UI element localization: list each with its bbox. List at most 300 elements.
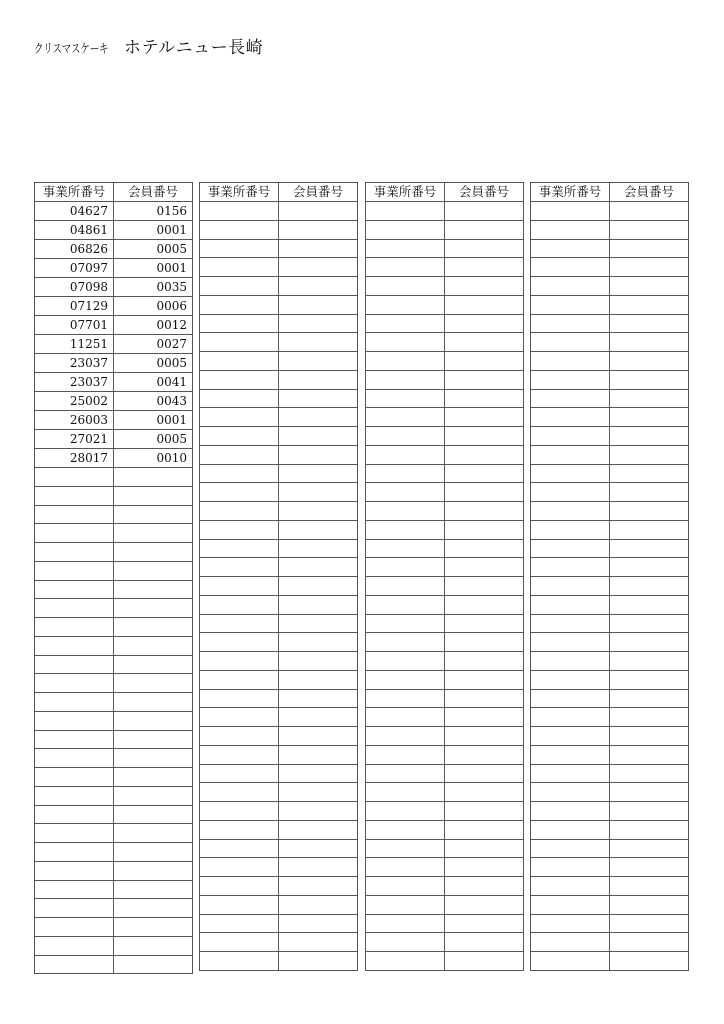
office-number-cell: 07098	[35, 278, 114, 297]
table-row	[366, 220, 524, 239]
member-number-cell	[610, 745, 689, 764]
office-number-cell	[200, 258, 279, 277]
office-number-cell	[531, 633, 610, 652]
member-number-cell	[279, 783, 358, 802]
office-number-cell	[35, 749, 114, 768]
office-number-cell	[200, 314, 279, 333]
table-row	[366, 727, 524, 746]
table-row	[35, 335, 193, 354]
table-row	[200, 858, 358, 877]
member-number-cell	[114, 786, 193, 805]
member-number-cell	[610, 202, 689, 221]
member-number-cell: 0001	[114, 411, 193, 430]
office-number-cell	[200, 952, 279, 971]
office-number-cell	[200, 445, 279, 464]
office-number-cell	[531, 895, 610, 914]
table-row	[531, 914, 689, 933]
office-number-cell	[366, 802, 445, 821]
table-row	[35, 693, 193, 712]
office-number-cell	[200, 239, 279, 258]
member-number-cell	[114, 468, 193, 487]
member-number-cell	[445, 820, 524, 839]
table-row	[200, 577, 358, 596]
member-number-cell	[279, 314, 358, 333]
office-number-cell: 23037	[35, 354, 114, 373]
member-number-cell	[279, 708, 358, 727]
office-number-cell	[531, 314, 610, 333]
member-number-cell	[279, 408, 358, 427]
member-number-cell	[445, 670, 524, 689]
table-row	[35, 880, 193, 899]
table-row	[35, 936, 193, 955]
title-subtitle: クリスマスケーキ	[34, 42, 109, 57]
header-office-number: 事業所番号	[531, 183, 610, 202]
office-number-cell	[35, 955, 114, 974]
member-number-cell	[445, 352, 524, 371]
member-number-cell	[279, 202, 358, 221]
office-number-cell	[531, 764, 610, 783]
table-row	[531, 483, 689, 502]
member-number-cell	[279, 839, 358, 858]
table-row	[200, 670, 358, 689]
office-number-cell	[531, 802, 610, 821]
member-number-cell	[114, 805, 193, 824]
table-row	[35, 824, 193, 843]
roster-table-block-2	[199, 182, 358, 971]
table-row	[366, 877, 524, 896]
member-number-cell	[279, 877, 358, 896]
member-number-cell	[279, 820, 358, 839]
table-row	[366, 745, 524, 764]
table-row	[531, 520, 689, 539]
member-number-cell	[445, 295, 524, 314]
office-number-cell	[366, 239, 445, 258]
table-row	[366, 389, 524, 408]
office-number-cell: 04861	[35, 221, 114, 240]
member-number-cell: 0156	[114, 202, 193, 221]
header-office-number: 事業所番号	[366, 183, 445, 202]
table-row	[366, 520, 524, 539]
member-number-cell	[279, 445, 358, 464]
office-number-cell	[531, 502, 610, 521]
table-row	[531, 764, 689, 783]
table-row	[531, 877, 689, 896]
office-number-cell	[200, 820, 279, 839]
office-number-cell	[35, 843, 114, 862]
office-number-cell	[366, 652, 445, 671]
member-number-cell	[114, 936, 193, 955]
table-row	[200, 277, 358, 296]
member-number-cell	[610, 502, 689, 521]
member-number-cell	[279, 802, 358, 821]
table-row	[200, 464, 358, 483]
office-number-cell: 26003	[35, 411, 114, 430]
office-number-cell	[531, 689, 610, 708]
office-number-cell	[531, 520, 610, 539]
table-row	[35, 805, 193, 824]
member-number-cell	[114, 561, 193, 580]
member-number-cell	[114, 599, 193, 618]
member-number-cell	[610, 389, 689, 408]
table-row	[531, 595, 689, 614]
office-number-cell	[531, 858, 610, 877]
table-row	[35, 955, 193, 974]
table-row	[366, 445, 524, 464]
table-row	[366, 295, 524, 314]
member-number-cell	[610, 595, 689, 614]
office-number-cell	[200, 202, 279, 221]
office-number-cell	[366, 502, 445, 521]
table-row	[366, 239, 524, 258]
member-number-cell	[610, 464, 689, 483]
office-number-cell	[200, 389, 279, 408]
table-row	[35, 899, 193, 918]
member-number-cell	[610, 708, 689, 727]
member-number-cell	[114, 674, 193, 693]
member-number-cell	[279, 670, 358, 689]
table-row	[35, 768, 193, 787]
table-row	[531, 277, 689, 296]
table-row	[531, 202, 689, 221]
office-number-cell	[35, 786, 114, 805]
member-number-cell	[114, 655, 193, 674]
member-number-cell	[114, 768, 193, 787]
office-number-cell	[200, 370, 279, 389]
table-row	[35, 392, 193, 411]
table-row	[366, 370, 524, 389]
header-office-number: 事業所番号	[35, 183, 114, 202]
member-number-cell	[114, 730, 193, 749]
table-row	[200, 295, 358, 314]
office-number-cell	[531, 820, 610, 839]
office-number-cell: 11251	[35, 335, 114, 354]
member-number-cell	[279, 239, 358, 258]
table-row	[531, 314, 689, 333]
member-number-cell	[114, 524, 193, 543]
office-number-cell	[531, 202, 610, 221]
table-row	[35, 373, 193, 392]
table-row	[531, 539, 689, 558]
office-number-cell	[366, 933, 445, 952]
table-row	[366, 914, 524, 933]
member-number-cell: 0041	[114, 373, 193, 392]
member-number-cell	[610, 333, 689, 352]
table-row	[531, 295, 689, 314]
table-row	[200, 202, 358, 221]
member-number-cell: 0035	[114, 278, 193, 297]
header-member-number: 会員番号	[279, 183, 358, 202]
table-row	[531, 802, 689, 821]
member-number-cell	[610, 539, 689, 558]
office-number-cell	[200, 277, 279, 296]
member-number-cell	[445, 502, 524, 521]
table-row	[531, 652, 689, 671]
office-number-cell: 27021	[35, 430, 114, 449]
table-header-row	[531, 183, 689, 202]
office-number-cell	[366, 820, 445, 839]
member-number-cell	[610, 689, 689, 708]
table-row	[200, 239, 358, 258]
table-row	[366, 464, 524, 483]
table-row	[200, 558, 358, 577]
office-number-cell	[35, 918, 114, 937]
table-row	[531, 745, 689, 764]
member-number-cell: 0010	[114, 449, 193, 468]
office-number-cell	[35, 768, 114, 787]
member-number-cell	[610, 314, 689, 333]
table-row	[531, 389, 689, 408]
member-number-cell	[610, 408, 689, 427]
member-number-cell	[114, 543, 193, 562]
office-number-cell	[200, 427, 279, 446]
office-number-cell	[35, 899, 114, 918]
member-number-cell	[445, 520, 524, 539]
office-number-cell	[35, 655, 114, 674]
table-row	[200, 595, 358, 614]
office-number-cell	[531, 614, 610, 633]
office-number-cell	[366, 689, 445, 708]
document-title	[34, 33, 263, 61]
table-row	[200, 408, 358, 427]
member-number-cell	[279, 427, 358, 446]
member-number-cell	[279, 858, 358, 877]
office-number-cell	[531, 277, 610, 296]
member-number-cell	[279, 502, 358, 521]
table-row	[366, 839, 524, 858]
office-number-cell	[200, 689, 279, 708]
member-number-cell	[445, 445, 524, 464]
office-number-cell	[531, 727, 610, 746]
table-row	[366, 689, 524, 708]
header-office-number: 事業所番号	[200, 183, 279, 202]
member-number-cell	[445, 239, 524, 258]
table-row	[200, 914, 358, 933]
table-row	[366, 314, 524, 333]
table-row	[366, 764, 524, 783]
table-row	[200, 727, 358, 746]
member-number-cell	[445, 652, 524, 671]
table-row	[366, 427, 524, 446]
table-row	[200, 745, 358, 764]
office-number-cell	[200, 295, 279, 314]
table-row	[200, 520, 358, 539]
member-number-cell	[610, 352, 689, 371]
office-number-cell	[35, 880, 114, 899]
office-number-cell: 07701	[35, 316, 114, 335]
table-row	[366, 558, 524, 577]
table-row	[35, 524, 193, 543]
member-number-cell: 0001	[114, 221, 193, 240]
office-number-cell: 07097	[35, 259, 114, 278]
office-number-cell	[366, 558, 445, 577]
member-number-cell	[279, 483, 358, 502]
table-row	[531, 858, 689, 877]
table-row	[35, 786, 193, 805]
member-number-cell	[445, 427, 524, 446]
member-number-cell	[610, 895, 689, 914]
table-row	[35, 636, 193, 655]
table-row	[200, 783, 358, 802]
office-number-cell	[366, 577, 445, 596]
member-number-cell	[445, 333, 524, 352]
table-row	[200, 689, 358, 708]
table-row	[200, 633, 358, 652]
table-row	[366, 333, 524, 352]
office-number-cell	[366, 595, 445, 614]
table-row	[200, 820, 358, 839]
member-number-cell	[279, 633, 358, 652]
office-number-cell	[366, 314, 445, 333]
table-row	[366, 483, 524, 502]
table-row	[366, 652, 524, 671]
office-number-cell	[35, 524, 114, 543]
member-number-cell	[610, 952, 689, 971]
member-number-cell	[610, 652, 689, 671]
office-number-cell	[531, 933, 610, 952]
roster-table-block-1	[34, 182, 193, 974]
office-number-cell	[35, 468, 114, 487]
table-row	[531, 558, 689, 577]
office-number-cell	[35, 674, 114, 693]
member-number-cell	[279, 220, 358, 239]
office-number-cell	[531, 333, 610, 352]
member-number-cell	[279, 352, 358, 371]
table-row	[200, 389, 358, 408]
member-number-cell	[445, 202, 524, 221]
table-row	[35, 468, 193, 487]
table-row	[366, 820, 524, 839]
member-number-cell	[114, 580, 193, 599]
table-row	[200, 614, 358, 633]
member-number-cell	[445, 314, 524, 333]
member-number-cell	[279, 333, 358, 352]
member-number-cell	[445, 689, 524, 708]
office-number-cell	[366, 408, 445, 427]
header-member-number: 会員番号	[445, 183, 524, 202]
office-number-cell	[200, 558, 279, 577]
member-number-cell	[610, 820, 689, 839]
table-header-row	[366, 183, 524, 202]
office-number-cell	[531, 295, 610, 314]
member-number-cell	[114, 861, 193, 880]
member-number-cell	[445, 802, 524, 821]
member-number-cell	[610, 483, 689, 502]
table-row	[531, 708, 689, 727]
member-number-cell	[445, 370, 524, 389]
office-number-cell	[366, 914, 445, 933]
table-row	[35, 711, 193, 730]
office-number-cell	[35, 599, 114, 618]
member-number-cell	[610, 670, 689, 689]
office-number-cell	[35, 618, 114, 637]
table-row	[35, 561, 193, 580]
office-number-cell: 25002	[35, 392, 114, 411]
office-number-cell	[200, 502, 279, 521]
table-row	[531, 633, 689, 652]
office-number-cell	[35, 693, 114, 712]
office-number-cell	[531, 408, 610, 427]
member-number-cell	[445, 595, 524, 614]
table-row	[35, 505, 193, 524]
office-number-cell	[531, 914, 610, 933]
table-row	[366, 933, 524, 952]
table-row	[531, 445, 689, 464]
office-number-cell	[366, 633, 445, 652]
office-number-cell	[200, 652, 279, 671]
table-row	[35, 543, 193, 562]
member-number-cell	[445, 258, 524, 277]
office-number-cell	[366, 520, 445, 539]
office-number-cell	[366, 295, 445, 314]
table-row	[200, 933, 358, 952]
member-number-cell	[114, 880, 193, 899]
table-row	[366, 783, 524, 802]
member-number-cell	[279, 595, 358, 614]
office-number-cell	[531, 577, 610, 596]
office-number-cell	[531, 220, 610, 239]
table-row	[366, 895, 524, 914]
office-number-cell	[200, 933, 279, 952]
office-number-cell	[366, 895, 445, 914]
table-row	[35, 221, 193, 240]
table-row	[366, 802, 524, 821]
office-number-cell	[366, 670, 445, 689]
member-number-cell	[279, 614, 358, 633]
office-number-cell: 04627	[35, 202, 114, 221]
table-row	[200, 502, 358, 521]
office-number-cell	[531, 464, 610, 483]
table-row	[200, 895, 358, 914]
member-number-cell	[610, 239, 689, 258]
member-number-cell	[114, 749, 193, 768]
office-number-cell	[366, 370, 445, 389]
table-row	[366, 670, 524, 689]
member-number-cell	[445, 577, 524, 596]
table-row	[366, 277, 524, 296]
member-number-cell	[610, 783, 689, 802]
member-number-cell: 0043	[114, 392, 193, 411]
member-number-cell	[279, 577, 358, 596]
office-number-cell	[200, 858, 279, 877]
table-row	[200, 839, 358, 858]
member-number-cell	[610, 633, 689, 652]
table-row	[35, 618, 193, 637]
member-number-cell	[610, 277, 689, 296]
member-number-cell	[610, 445, 689, 464]
office-number-cell	[200, 633, 279, 652]
table-row	[200, 220, 358, 239]
table-row	[35, 259, 193, 278]
table-row	[200, 652, 358, 671]
table-row	[366, 502, 524, 521]
member-number-cell	[279, 295, 358, 314]
member-number-cell	[610, 858, 689, 877]
office-number-cell	[366, 614, 445, 633]
table-row	[531, 820, 689, 839]
member-number-cell	[114, 899, 193, 918]
member-number-cell	[279, 895, 358, 914]
member-number-cell	[610, 370, 689, 389]
office-number-cell	[35, 486, 114, 505]
office-number-cell	[366, 839, 445, 858]
office-number-cell	[200, 877, 279, 896]
member-number-cell	[610, 933, 689, 952]
member-number-cell	[445, 858, 524, 877]
member-number-cell	[114, 918, 193, 937]
table-row	[531, 464, 689, 483]
office-number-cell	[531, 539, 610, 558]
office-number-cell	[531, 427, 610, 446]
